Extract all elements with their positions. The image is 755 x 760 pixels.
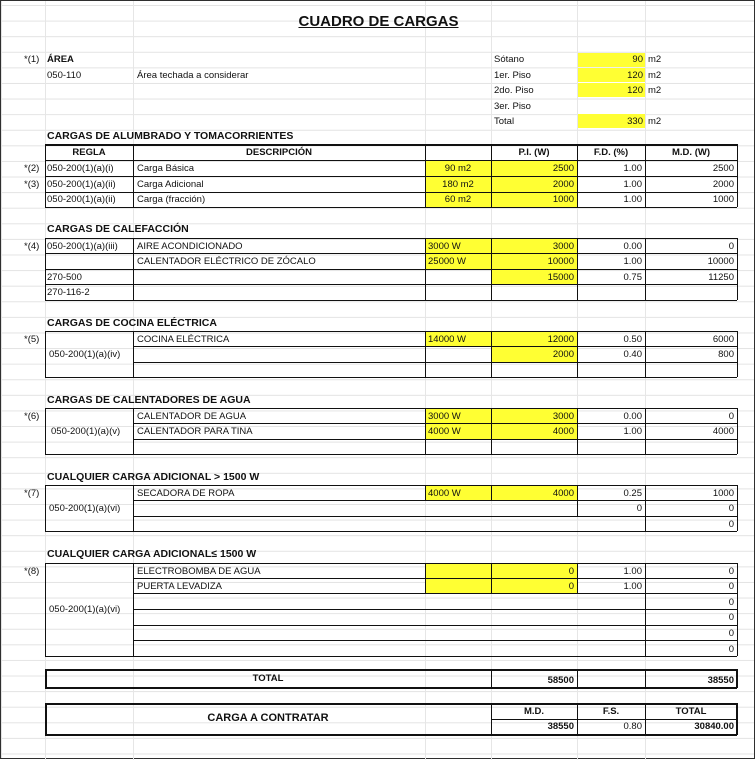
row-pi: 15000 [547, 272, 574, 283]
row-fd: 1.00 [623, 581, 642, 592]
row-pi: 2500 [552, 163, 574, 174]
floor-name: 2do. Piso [494, 85, 534, 96]
row-md: 0 [728, 411, 734, 422]
row-md: 0 [728, 519, 734, 530]
row-md: 4000 [712, 426, 734, 437]
row-md: 800 [718, 349, 734, 360]
row-pi: 2000 [552, 349, 574, 360]
row-desc: AIRE ACONDICIONADO [137, 241, 243, 252]
row-fd: 0.00 [623, 241, 642, 252]
row-md: 6000 [712, 334, 734, 345]
row-fd: 0.25 [623, 488, 642, 499]
row-rule: 270-500 [47, 272, 82, 283]
header-md: M.D. (W) [672, 147, 710, 158]
total-pi: 58500 [547, 675, 574, 686]
row-desc: CALENTADOR DE AGUA [137, 411, 247, 422]
floor-value: 90 [632, 54, 643, 65]
contratar-md: 38550 [547, 721, 574, 732]
row-fd: 1.00 [623, 194, 642, 205]
floor-name: 1er. Piso [494, 70, 531, 81]
row-desc: CALENTADOR ELÉCTRICO DE ZÓCALO [137, 256, 316, 267]
floor-value: 120 [627, 70, 643, 81]
header-fd: F.D. (%) [593, 147, 629, 158]
header-regla: REGLA [72, 147, 106, 158]
contratar-header-md: M.D. [523, 706, 545, 717]
row-desc: Carga (fracción) [137, 194, 206, 205]
total-md: 38550 [707, 675, 734, 686]
row-desc: Carga Básica [137, 163, 195, 174]
row-pi: 2000 [552, 179, 574, 190]
section-title-agua: CARGAS DE CALENTADORES DE AGUA [47, 394, 251, 406]
row-marker: *(8) [24, 566, 40, 577]
header-pi: P.I. (W) [518, 147, 550, 158]
section-title-alumbrado: CARGAS DE ALUMBRADO Y TOMACORRIENTES [47, 130, 294, 142]
row-rule: 050-200(1)(a)(ii) [47, 179, 116, 190]
area-label: ÁREA [47, 54, 74, 65]
contratar-fs: 0.80 [623, 721, 642, 732]
row-desc: SECADORA DE ROPA [137, 488, 235, 499]
row-md: 0 [728, 581, 734, 592]
row-pi: 4000 [552, 488, 574, 499]
row-rule: 050-200(1)(a)(vi) [49, 604, 121, 615]
total-label: TOTAL [252, 673, 284, 684]
row-md: 0 [728, 644, 734, 655]
row-rule: 050-200(1)(a)(vi) [49, 503, 121, 514]
row-md: 11250 [708, 272, 734, 283]
row-pi: 3000 [552, 411, 574, 422]
row-desc: COCINA ELÉCTRICA [137, 334, 230, 345]
floor-value: 330 [627, 116, 643, 127]
row-marker: *(2) [24, 163, 40, 174]
contratar-header-total: TOTAL [675, 706, 707, 717]
page-title: CUADRO DE CARGAS [298, 13, 459, 30]
row-spec: 4000 W [428, 426, 461, 437]
header-descripcion: DESCRIPCIÓN [246, 147, 312, 158]
row-md: 1000 [712, 488, 734, 499]
row-marker: *(6) [24, 411, 40, 422]
area-desc: Área techada a considerar [137, 70, 249, 81]
row-fd: 0 [636, 503, 642, 514]
row-md: 0 [728, 597, 734, 608]
row-pi: 3000 [552, 241, 574, 252]
row-md: 0 [728, 566, 734, 577]
row-spec: 4000 W [428, 488, 461, 499]
floor-name: Sótano [494, 54, 525, 65]
row-spec: 90 m2 [444, 163, 472, 174]
row-fd: 0.40 [623, 349, 642, 360]
row-marker: *(5) [24, 334, 40, 345]
row-rule: 050-200(1)(a)(i) [47, 163, 114, 174]
contratar-label: CARGA A CONTRATAR [207, 712, 329, 724]
row-rule: 050-200(1)(a)(ii) [47, 194, 116, 205]
section-title-calefaccion: CARGAS DE CALEFACCIÓN [47, 223, 189, 235]
row-spec: 3000 W [428, 411, 461, 422]
row-spec: 60 m2 [444, 194, 472, 205]
floor-unit: m2 [648, 54, 662, 65]
row-fd: 1.00 [623, 566, 642, 577]
row-md: 0 [728, 628, 734, 639]
row-marker: *(7) [24, 488, 40, 499]
row-md: 0 [728, 612, 734, 623]
row-fd: 0.00 [623, 411, 642, 422]
floor-unit: m2 [648, 70, 662, 81]
row-fd: 1.00 [623, 163, 642, 174]
section-title-cocina: CARGAS DE COCINA ELÉCTRICA [47, 317, 217, 329]
section-title-adicional-menor: CUALQUIER CARGA ADICIONAL≤ 1500 W [47, 548, 257, 560]
row-rule: 050-200(1)(a)(iv) [49, 349, 121, 360]
row-fd: 0.75 [623, 272, 642, 283]
row-pi: 0 [568, 566, 574, 577]
row-desc: ELECTROBOMBA DE AGUA [137, 566, 261, 577]
row-fd: 1.00 [623, 256, 642, 267]
row-md: 2500 [712, 163, 734, 174]
row-md: 0 [728, 503, 734, 514]
row-rule: 050-200(1)(a)(iii) [47, 241, 118, 252]
row-md: 10000 [707, 256, 734, 267]
row-pi: 0 [568, 581, 574, 592]
row-rule: 270-116-2 [47, 287, 90, 298]
row-marker: *(3) [24, 179, 40, 190]
row-md: 0 [728, 241, 734, 252]
row-spec: 3000 W [428, 241, 461, 252]
row-marker: *(4) [24, 241, 40, 252]
contratar-total: 30840.00 [694, 721, 734, 732]
contratar-header-fs: F.S. [602, 706, 620, 717]
row-md: 1000 [712, 194, 734, 205]
row-pi: 1000 [552, 194, 574, 205]
row-md: 2000 [712, 179, 734, 190]
row-spec: 25000 W [428, 256, 467, 267]
row-fd: 0.50 [623, 334, 642, 345]
row-desc: Carga Adicional [137, 179, 204, 190]
row-pi: 10000 [547, 256, 574, 267]
row-desc: PUERTA LEVADIZA [137, 581, 222, 592]
row-fd: 1.00 [623, 426, 642, 437]
row-desc: CALENTADOR PARA TINA [137, 426, 253, 437]
floor-name: 3er. Piso [494, 101, 531, 112]
row-spec: 14000 W [428, 334, 467, 345]
row-rule: 050-200(1)(a)(v) [51, 426, 121, 437]
area-code: 050-110 [47, 70, 82, 81]
floor-value: 120 [627, 85, 643, 96]
row-pi: 12000 [547, 334, 574, 345]
floor-unit: m2 [648, 85, 662, 96]
floor-name: Total [494, 116, 515, 127]
section-title-adicional-mayor: CUALQUIER CARGA ADICIONAL > 1500 W [47, 471, 260, 483]
row-fd: 1.00 [623, 179, 642, 190]
row-pi: 4000 [552, 426, 574, 437]
floor-unit: m2 [648, 116, 662, 127]
area-marker: *(1) [24, 54, 40, 65]
row-spec: 180 m2 [442, 179, 474, 190]
